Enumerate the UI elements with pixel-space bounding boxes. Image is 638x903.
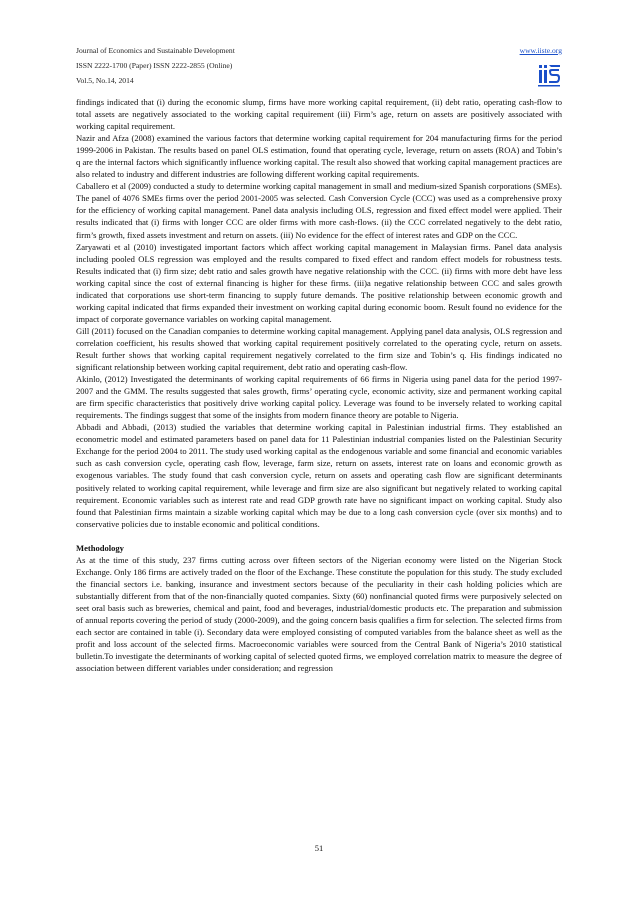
body-paragraph: Gill (2011) focused on the Canadian companies to determine working capital management. Applying panel data analysis, OLS regression and correlation coefficient, his results showed that working capital requirement positively correlated to the operating cycle, return on assets. Result further shows that working capital requirement negatively correlated to the firm size and Tobin’s q. His findings indicated no significant relationship between working capital requirement, debt ratio and operating cash-flow. xyxy=(76,325,562,373)
iiste-logo-icon xyxy=(536,63,562,89)
methodology-heading: Methodology xyxy=(76,542,124,553)
page-header xyxy=(76,43,562,89)
body-paragraph: Zaryawati et al (2010) investigated important factors which affect working capital management in Malaysian firms. Panel data analysis including pooled OLS regression was employed and the results compared to fixed effect and random effect models for robustness tests. Results indicated that (i) firm size; debt ratio and sales growth have negative relationship with the CCC. (ii) firms with more debt have less working capital since the cost of external financing is higher for these firms. (iii)a negative relationship between CCC and sales growth indicated that corporations use short-term financing to supply future demands. The positive relationship between economic growth and working capital indicated that firms expanded their investment on working capital during economic boom. Result found no evidence for the impact of corporate governance variables on working capital management. xyxy=(76,241,562,324)
journal-url-link[interactable]: www.iiste.org xyxy=(519,46,562,55)
article-body xyxy=(76,96,562,674)
journal-name: Journal of Economics and Sustainable Development xyxy=(76,46,235,55)
body-paragraph: Abbadi and Abbadi, (2013) studied the variables that determine working capital in Palestinian industrial firms. They established an econometric model and estimated parameters based on panel data for 11 Palestinian industrial companies listed on the Palestinian Security Exchange for the period 2004 to 2011. The study used working capital as the endogenous variable and some financial and economic variables such as cash conversion cycle, operating cash flow, leverage, farm size, return on assets, interest rate on loans and economic growth as exogenous variables. The study found that cash conversion cycle, return on assets and operating cash flow are significant determinants positively related to working capital requirement, while leverage and firm size are also significant but negatively related to working capital requirement. Economic variables such as interest rate and read GDP growth rate have no significant impact on working capital. Study also found that Palestinian firms maintain a sizable working capital which may be due to a long cash conversion cycle (over six months) and to conservative policies due to instable economic and political conditions. xyxy=(76,422,562,529)
body-paragraph: Nazir and Afza (2008) examined the various factors that determine working capital requirement for 204 manufacturing firms for the period 1999-2006 in Pakistan. The results based on panel OLS estimation, found that operating cycle, leverage, return on assets (ROA) and Tobin’s q are the internal factors which significantly influence working capital. The result also showed that working capital management practices are also related to industry and different industries are following different working capital requirements. xyxy=(76,133,562,180)
body-paragraph: Caballero et al (2009) conducted a study to determine working capital management in small and medium-sized Spanish corporations (SMEs). The panel of 4076 SMEs firms over the period 2001-2005 was selected. Cash Conversion Cycle (CCC) was used as a comprehensive proxy for the efficiency of working capital management. Panel data analysis including OLS, regression and fixed effect model were applied. Their results indicated that (i) firms with longer CCC are older firms with more cash-flows. (ii) the CCC correlated negatively to the debt ratio, firm’s growth, fixed assets investment and return on assets. (iii) No evidence for the effect of interest rates and GDP on the CCC. xyxy=(76,181,562,240)
volume-line: Vol.5, No.14, 2014 xyxy=(76,76,134,86)
body-paragraph: findings indicated that (i) during the economic slump, firms have more working capital requirement, (ii) debt ratio, operating cash-flow to total assets are negatively associated to the working capital requirement (iii) Firm’s age, return on assets are positively associated with working capital requirement. xyxy=(76,97,562,132)
section-spacer xyxy=(76,530,562,542)
methodology-paragraph: As at the time of this study, 237 firms cutting across over fifteen sectors of the Nigerian economy were listed on the Nigerian Stock Exchange. Only 186 firms are actively traded on the floor of the Exchange. These constitute the population for this study. The study excluded the financial sectors i.e. banking, insurance and investment sectors because of the peculiarity in their cash holding policies which are substantially different from that of the non-financially quoted companies. Sixty (60) nonfinancial quoted firms were purposively selected on seet oral basis such as breweries, chemical and paint, food and beverages, industrial/domestic products etc. The preparation and submission of annual reports covering the period of study (2000-2009), and the going concern basis qualifies a firm for selection. The selected firms from each sector are contained in table (i). Secondary data were employed consisting of computed variables from the balance sheet as well as the profit and loss account of the selected firms. Macroeconomic variables were sourced from the Central Bank of Nigeria’s 2010 statistical bulletin.To investigate the determinants of working capital of selected quoted firms, we employed correlation matrix to measure the degree of association between different variables under consideration; and regression xyxy=(76,554,562,674)
page-number: 51 xyxy=(314,843,324,853)
body-paragraph: Akinlo, (2012) Investigated the determinants of working capital requirements of 66 firms in Nigeria using panel data for the period 1997-2007 and the GMM. The results suggested that sales growth, firms’ operating cycle, economic activity, size and permanent working capital are firm specific characteristics that positively drive working capital policy. Leverage was found to be inversely related to working capital requirements. The findings suggest that some of the insights from modern finance theory are potable to Nigeria. xyxy=(76,374,562,421)
issn-line: ISSN 2222-1700 (Paper) ISSN 2222-2855 (Online) xyxy=(76,61,233,71)
